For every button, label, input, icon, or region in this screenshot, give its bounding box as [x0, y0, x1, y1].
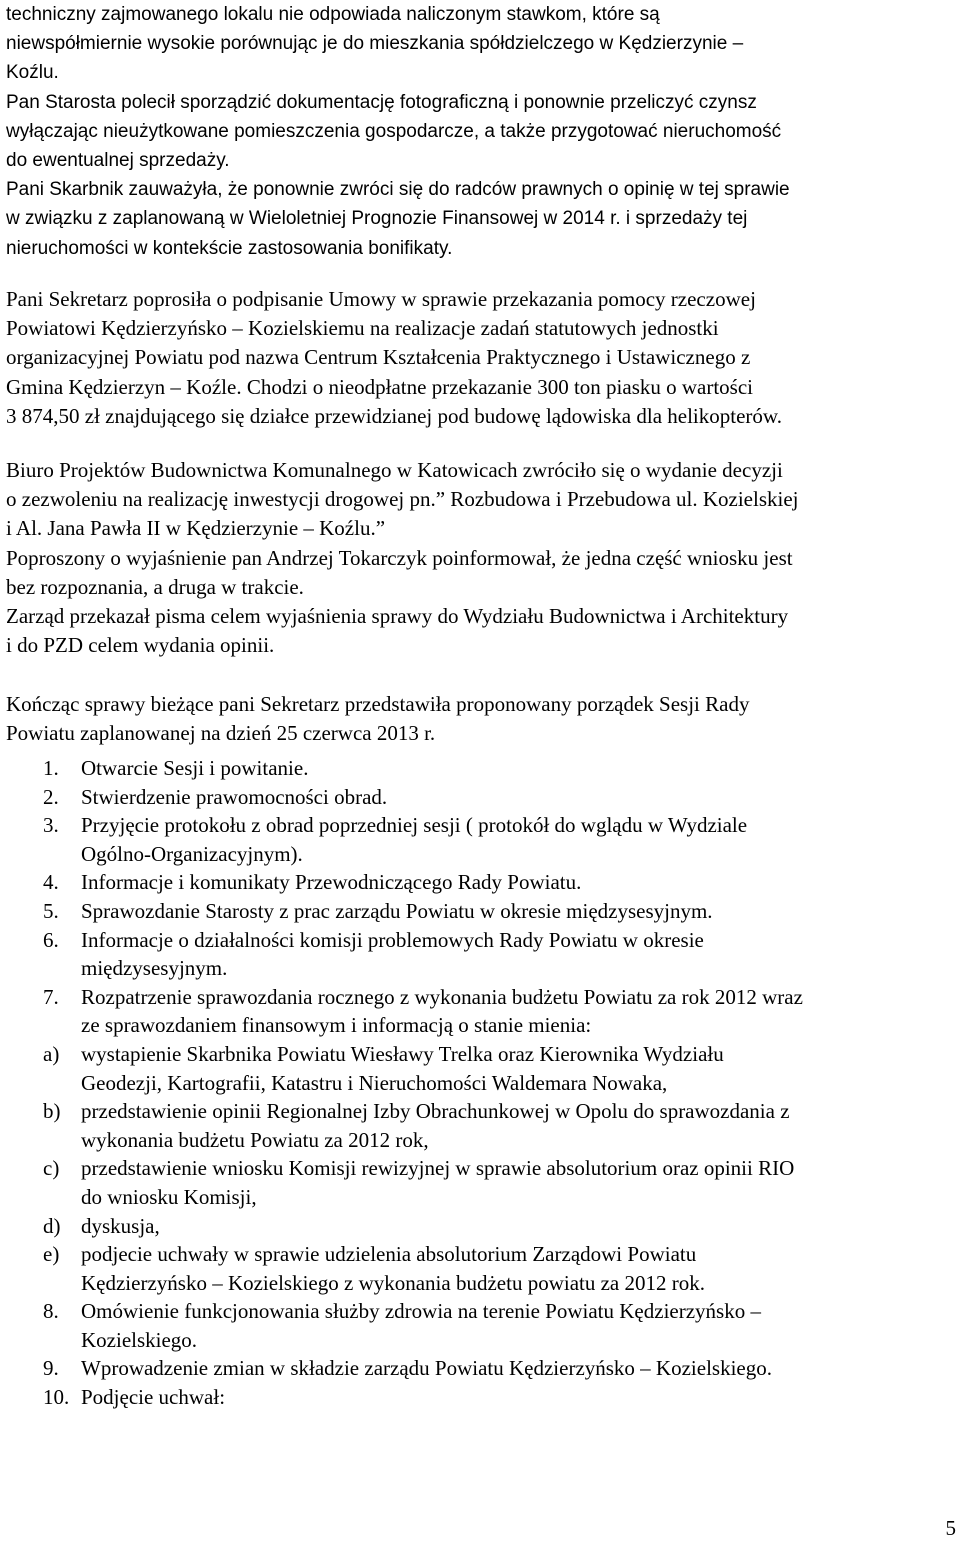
paragraph-skarbnik	[6, 0, 790, 263]
text-line: Zarząd przekazał pisma celem wyjaśnienia sprawy do Wydziału Budownictwa i Architektury	[6, 604, 789, 629]
agenda-item-number	[6, 1326, 81, 1355]
agenda-item-text: Informacje i komunikaty Przewodniczącego Rady Powiatu.	[81, 870, 582, 895]
text-line: do ewentualnej sprzedaży.	[6, 150, 230, 172]
text-line: Biuro Projektów Budownictwa Komunalnego w Katowicach zwróciło się o wydanie decyzji	[6, 458, 783, 482]
text-line: nieruchomości w kontekście zastosowania bonifikaty.	[6, 237, 453, 259]
agenda-item-text: Kozielskiego.	[81, 1327, 198, 1352]
agenda-item-text: wystapienie Skarbnika Powiatu Wiesławy Trelka oraz Kierownika Wydziału	[81, 1041, 724, 1066]
text-line: Powiatu zaplanowanej na dzień 25 czerwca 2013 r.	[6, 721, 436, 746]
text-line: Pan Starosta polecił sporządzić dokumentację fotograficzną i ponownie przeliczyć czynsz	[6, 91, 757, 113]
agenda-item-number	[6, 1126, 81, 1155]
text-line: organizacyjnej Powiatu pod nazwa Centrum Kształcenia Praktycznego i Ustawicznego z	[6, 345, 751, 370]
agenda-item-line	[6, 1126, 958, 1155]
agenda-item-text: Kędzierzyńsko – Kozielskiego z wykonania budżetu powiatu za 2012 rok.	[81, 1270, 705, 1295]
agenda-item-text: Stwierdzenie prawomocności obrad.	[81, 784, 388, 809]
agenda-item-line	[6, 926, 958, 955]
text-line: wyłączając nieużytkowane pomieszczenia gospodarcze, a także przygotować nieruchomość	[6, 120, 782, 142]
page-number: 5	[945, 1516, 956, 1540]
paragraph-biuro-projektow	[6, 456, 798, 660]
agenda-item-line	[6, 1383, 958, 1412]
agenda-item-line	[6, 840, 958, 869]
agenda-item-text: ze sprawozdaniem finansowym i informacją o stanie mienia:	[81, 1013, 592, 1038]
text-line: i do PZD celem wydania opinii.	[6, 633, 275, 658]
agenda-item-number	[6, 1011, 81, 1040]
agenda-item-line	[6, 754, 958, 783]
agenda-item-text: dyskusja,	[81, 1213, 160, 1238]
agenda-item-number	[6, 1183, 81, 1212]
agenda-item-text: przedstawienie wniosku Komisji rewizyjnej w sprawie absolutorium oraz opinii RIO	[81, 1156, 795, 1181]
agenda-item-line	[6, 897, 958, 926]
text-line: Gmina Kędzierzyn – Koźle. Chodzi o nieodpłatne przekazanie 300 ton piasku o wartości	[6, 374, 754, 399]
agenda-item-text: Wprowadzenie zmian w składzie zarządu Powiatu Kędzierzyńsko – Kozielskiego.	[81, 1356, 772, 1381]
text-line: Pani Skarbnik zauważyła, że ponownie zwróci się do radców prawnych o opinię w tej sprawie	[6, 179, 790, 201]
agenda-item-number: a)	[43, 1041, 60, 1066]
agenda-item-text: Przyjęcie protokołu z obrad poprzedniej sesji ( protokół do wglądu w Wydziale	[81, 813, 748, 838]
agenda-item-number: 10.	[43, 1385, 70, 1410]
paragraph-porzadek-sesji	[6, 690, 749, 748]
agenda-item-number: 9.	[43, 1356, 59, 1381]
agenda-item-number: b)	[43, 1099, 61, 1124]
text-line: Powiatowi Kędzierzyńsko – Kozielskiemu na realizacje zadań statutowych jednostki	[6, 316, 719, 341]
agenda-item-number: 1.	[43, 756, 59, 780]
agenda-item-number	[6, 840, 81, 869]
agenda-item-number	[6, 1269, 81, 1298]
agenda-item-number: 6.	[43, 927, 59, 952]
agenda-item-number: c)	[43, 1156, 60, 1181]
agenda-item-line	[6, 1297, 958, 1326]
agenda-item-text: Sprawozdanie Starosty z prac zarządu Powiatu w okresie międzysesyjnym.	[81, 898, 713, 923]
agenda-item-line	[6, 1040, 958, 1069]
text-line: Pani Sekretarz poprosiła o podpisanie Umowy w sprawie przekazania pomocy rzeczowej	[6, 287, 756, 311]
agenda-item-text: międzysesyjnym.	[81, 956, 228, 981]
agenda-item-text: Rozpatrzenie sprawozdania rocznego z wykonania budżetu Powiatu za rok 2012 wraz	[81, 984, 803, 1009]
agenda-item-text: przedstawienie opinii Regionalnej Izby Obrachunkowej w Opolu do sprawozdania z	[81, 1099, 790, 1124]
text-line: i Al. Jana Pawła II w Kędzierzynie – Koźlu.”	[6, 516, 386, 541]
agenda-item-line	[6, 1011, 958, 1040]
agenda-item-line	[6, 1183, 958, 1212]
agenda-item-number: 3.	[43, 813, 59, 838]
agenda-item-line	[6, 868, 958, 897]
agenda-item-line	[6, 1069, 958, 1098]
text-line: Poproszony o wyjaśnienie pan Andrzej Tokarczyk poinformował, że jedna część wniosku jest	[6, 545, 793, 570]
agenda-item-line	[6, 983, 958, 1012]
agenda-item-number: 2.	[43, 784, 59, 809]
agenda-item-number: e)	[43, 1242, 60, 1267]
agenda-item-line	[6, 954, 958, 983]
agenda-item-number: 5.	[43, 898, 59, 923]
agenda-item-number: 4.	[43, 870, 59, 895]
agenda-item-line	[6, 1212, 958, 1241]
agenda-item-line	[6, 1154, 958, 1183]
text-line: w związku z zaplanowaną w Wieloletniej Prognozie Finansowej w 2014 r. i sprzedaży tej	[6, 208, 748, 230]
agenda-item-text: Ogólno-Organizacyjnym).	[81, 841, 303, 866]
agenda-item-text: Podjęcie uchwał:	[81, 1385, 226, 1410]
agenda-item-text: Geodezji, Kartografii, Katastru i Nieruchomości Waldemara Nowaka,	[81, 1070, 668, 1095]
text-line: bez rozpoznania, a druga w trakcie.	[6, 574, 304, 599]
agenda-item-line	[6, 1326, 958, 1355]
agenda-item-line	[6, 1097, 958, 1126]
agenda-item-line	[6, 1269, 958, 1298]
text-line: techniczny zajmowanego lokalu nie odpowiada naliczonym stawkom, które są	[6, 4, 660, 25]
agenda-item-number	[6, 1069, 81, 1098]
agenda-item-number: 7.	[43, 984, 59, 1009]
text-line: niewspółmiernie wysokie porównując je do mieszkania spółdzielczego w Kędzierzynie –	[6, 33, 744, 55]
agenda-item-text: podjecie uchwały w sprawie udzielenia absolutorium Zarządowi Powiatu	[81, 1242, 697, 1267]
agenda-item-text: do wniosku Komisji,	[81, 1184, 257, 1209]
agenda-item-text: Informacje o działalności komisji problemowych Rady Powiatu w okresie	[81, 927, 704, 952]
agenda-item-line	[6, 1354, 958, 1383]
text-line: Koźlu.	[6, 62, 59, 84]
text-line: 3 874,50 zł znajdującego się działce przewidzianej pod budowę lądowiska dla helikopterów.	[6, 403, 782, 428]
agenda-item-line	[6, 783, 958, 812]
agenda-item-number: 8.	[43, 1299, 59, 1324]
text-line: o zezwoleniu na realizację inwestycji drogowej pn.” Rozbudowa i Przebudowa ul. Kozielskiej	[6, 487, 799, 512]
agenda-item-text: Omówienie funkcjonowania służby zdrowia na terenie Powiatu Kędzierzyńsko –	[81, 1299, 761, 1324]
agenda-item-line	[6, 811, 958, 840]
agenda-item-text: Otwarcie Sesji i powitanie.	[81, 756, 309, 780]
agenda-list	[6, 754, 958, 1412]
agenda-item-line	[6, 1240, 958, 1269]
agenda-item-number	[6, 954, 81, 983]
paragraph-sekretarz-umowa	[6, 285, 782, 431]
agenda-item-text: wykonania budżetu Powiatu za 2012 rok,	[81, 1127, 429, 1152]
text-line: Kończąc sprawy bieżące pani Sekretarz przedstawiła proponowany porządek Sesji Rady	[6, 692, 750, 716]
agenda-item-number: d)	[43, 1213, 61, 1238]
